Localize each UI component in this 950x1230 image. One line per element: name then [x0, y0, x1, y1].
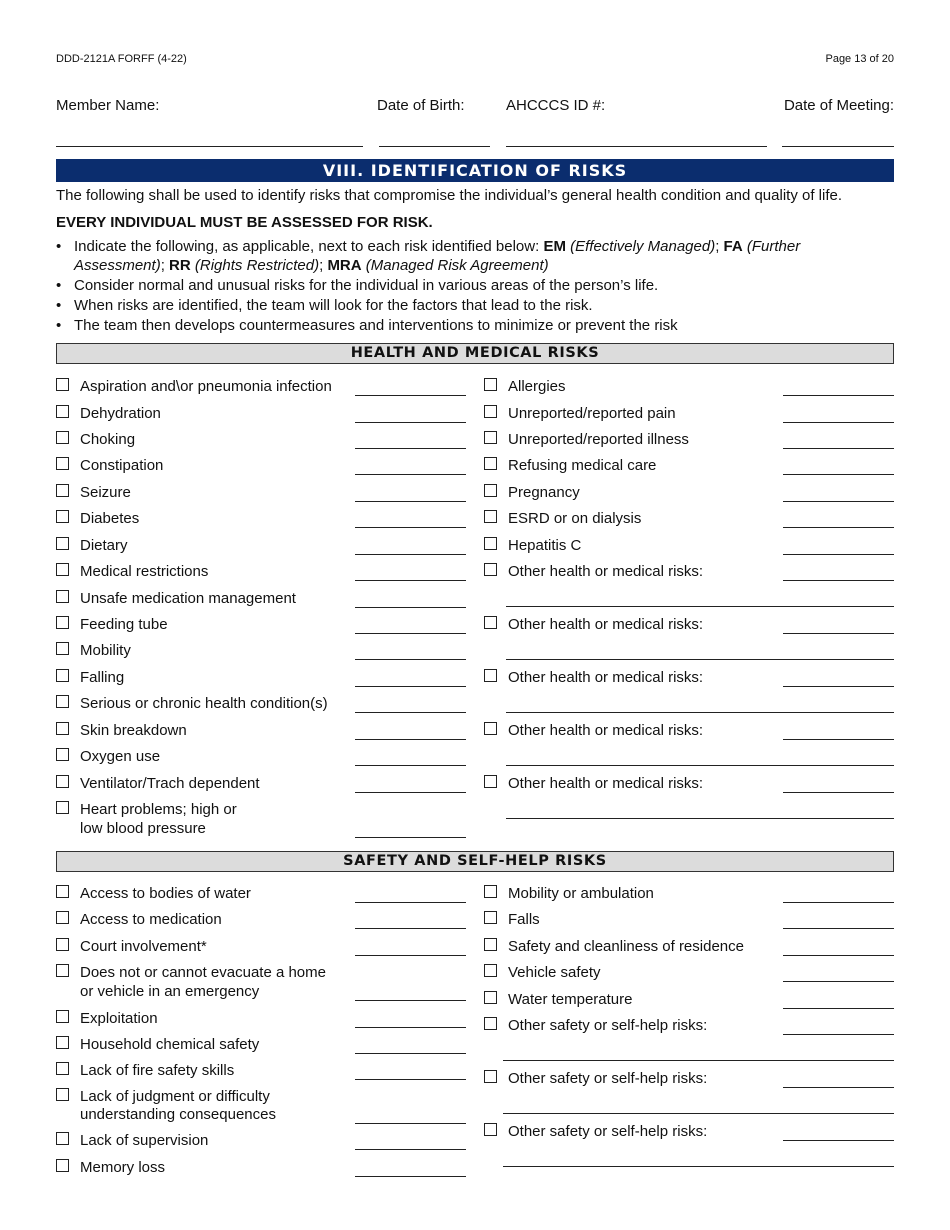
safety-other-description-line[interactable] [503, 1166, 894, 1167]
safety-left-checkbox[interactable] [56, 885, 69, 898]
health-right-status-line[interactable] [783, 448, 894, 449]
health-right-item-label: Other health or medical risks: [508, 775, 704, 792]
must-assess-heading: EVERY INDIVIDUAL MUST BE ASSESSED FOR RISK. [56, 214, 433, 231]
health-right-item-label: Other health or medical risks: [508, 722, 704, 739]
health-right-checkbox[interactable] [484, 563, 497, 576]
safety-right-checkbox[interactable] [484, 1123, 497, 1136]
safety-left-checkbox[interactable] [56, 1088, 69, 1101]
health-left-status-line[interactable] [355, 501, 466, 502]
health-left-status-line[interactable] [355, 765, 466, 766]
health-left-checkbox[interactable] [56, 431, 69, 444]
health-left-checkbox[interactable] [56, 510, 69, 523]
safety-right-status-line[interactable] [783, 902, 894, 903]
safety-right-item-label: Other safety or self-help risks: [508, 1017, 708, 1034]
section-title: VIII. IDENTIFICATION OF RISKS [56, 159, 894, 182]
health-left-item-label: Choking [80, 431, 136, 448]
health-right-item-label: Hepatitis C [508, 537, 582, 554]
health-right-item-label: Other health or medical risks: [508, 563, 704, 580]
safety-left-checkbox[interactable] [56, 1036, 69, 1049]
meeting-date-label: Date of Meeting: [783, 97, 894, 114]
health-right-checkbox[interactable] [484, 457, 497, 470]
safety-left-item-label: Lack of fire safety skills [80, 1062, 235, 1079]
health-right-checkbox[interactable] [484, 378, 497, 391]
health-left-status-line[interactable] [355, 395, 466, 396]
health-left-status-line[interactable] [355, 712, 466, 713]
form-id: DDD-2121A FORFF (4-22) [56, 53, 187, 65]
health-right-checkbox[interactable] [484, 669, 497, 682]
member-name-label: Member Name: [56, 97, 160, 114]
safety-right-status-line[interactable] [783, 1008, 894, 1009]
safety-left-checkbox[interactable] [56, 1062, 69, 1075]
health-left-item-label: Falling [80, 669, 125, 686]
health-other-description-line[interactable] [506, 659, 894, 660]
health-left-checkbox[interactable] [56, 563, 69, 576]
health-left-checkbox[interactable] [56, 457, 69, 470]
health-left-status-line[interactable] [355, 474, 466, 475]
health-other-description-line[interactable] [506, 712, 894, 713]
safety-left-status-line[interactable] [355, 1123, 466, 1124]
health-right-checkbox[interactable] [484, 722, 497, 735]
safety-right-item-label: Other safety or self-help risks: [508, 1070, 708, 1087]
safety-right-checkbox[interactable] [484, 911, 497, 924]
safety-right-item-label: Falls [508, 911, 540, 928]
meeting-date-field[interactable] [782, 146, 894, 147]
health-right-item-label: Unreported/reported illness [508, 431, 689, 448]
instruction-item: • Consider normal and unusual risks for the individual in various areas of the person’s life. [56, 276, 894, 295]
safety-left-item-label: or vehicle in an emergency [80, 983, 260, 1000]
safety-left-status-line[interactable] [355, 955, 466, 956]
health-right-status-line[interactable] [783, 527, 894, 528]
health-left-checkbox[interactable] [56, 801, 69, 814]
health-left-item-label: Oxygen use [80, 748, 161, 765]
health-right-item-label: Allergies [508, 378, 566, 395]
safety-left-checkbox[interactable] [56, 938, 69, 951]
health-left-item-label: Seizure [80, 484, 131, 501]
health-left-item-label: Diabetes [80, 510, 140, 527]
health-right-status-line[interactable] [783, 686, 894, 687]
health-right-item-label: Refusing medical care [508, 457, 657, 474]
instruction-item: • The team then develops countermeasures and interventions to minimize or prevent the risk [56, 316, 894, 335]
health-right-status-line[interactable] [783, 739, 894, 740]
health-left-checkbox[interactable] [56, 722, 69, 735]
safety-left-status-line[interactable] [355, 1149, 466, 1150]
health-left-checkbox[interactable] [56, 378, 69, 391]
health-left-status-line[interactable] [355, 422, 466, 423]
safety-right-item-label: Water temperature [508, 991, 633, 1008]
safety-right-item-label: Mobility or ambulation [508, 885, 654, 902]
health-left-item-label: low blood pressure [80, 820, 206, 837]
safety-left-item-label: Does not or cannot evacuate a home [80, 964, 326, 981]
safety-right-checkbox[interactable] [484, 1017, 497, 1030]
health-right-status-line[interactable] [783, 792, 894, 793]
safety-left-item-label: Lack of supervision [80, 1132, 209, 1149]
health-left-item-label: Aspiration and\or pneumonia infection [80, 378, 332, 395]
safety-other-description-line[interactable] [503, 1060, 894, 1061]
safety-left-item-label: Memory loss [80, 1159, 166, 1176]
health-right-checkbox[interactable] [484, 431, 497, 444]
health-right-checkbox[interactable] [484, 405, 497, 418]
health-right-checkbox[interactable] [484, 775, 497, 788]
health-left-item-label: Serious or chronic health condition(s) [80, 695, 328, 712]
health-left-item-label: Mobility [80, 642, 131, 659]
health-left-item-label: Feeding tube [80, 616, 168, 633]
health-left-checkbox[interactable] [56, 590, 69, 603]
instruction-list [56, 237, 894, 336]
instruction-item: • When risks are identified, the team will look for the factors that lead to the risk. [56, 296, 894, 315]
health-right-status-line[interactable] [783, 580, 894, 581]
safety-left-checkbox[interactable] [56, 911, 69, 924]
page-number: Page 13 of 20 [825, 53, 894, 65]
dob-label: Date of Birth: [377, 97, 465, 114]
health-left-item-label: Constipation [80, 457, 164, 474]
instruction-item: • Indicate the following, as applicable, next to each risk identified below: EM (Effectively Managed); FA (Further Assessment); RR (Rights Restricted); MRA (Managed Risk Agreement) [56, 237, 894, 275]
health-left-checkbox[interactable] [56, 775, 69, 788]
safety-left-status-line[interactable] [355, 1176, 466, 1177]
safety-right-checkbox[interactable] [484, 885, 497, 898]
health-left-status-line[interactable] [355, 659, 466, 660]
safety-right-checkbox[interactable] [484, 1070, 497, 1083]
safety-right-checkbox[interactable] [484, 991, 497, 1004]
safety-right-checkbox[interactable] [484, 938, 497, 951]
health-other-description-line[interactable] [506, 606, 894, 607]
health-left-item-label: Medical restrictions [80, 563, 209, 580]
health-right-status-line[interactable] [783, 501, 894, 502]
health-left-status-line[interactable] [355, 633, 466, 634]
safety-left-status-line[interactable] [355, 1053, 466, 1054]
health-left-checkbox[interactable] [56, 616, 69, 629]
safety-left-item-label: understanding consequences [80, 1106, 276, 1123]
health-left-checkbox[interactable] [56, 695, 69, 708]
health-left-checkbox[interactable] [56, 484, 69, 497]
health-left-status-line[interactable] [355, 607, 466, 608]
safety-right-status-line[interactable] [783, 928, 894, 929]
health-right-status-line[interactable] [783, 395, 894, 396]
health-right-checkbox[interactable] [484, 484, 497, 497]
safety-left-item-label: Lack of judgment or difficulty [80, 1088, 270, 1105]
safety-right-item-label: Other safety or self-help risks: [508, 1123, 708, 1140]
safety-left-status-line[interactable] [355, 1027, 466, 1028]
health-right-status-line[interactable] [783, 554, 894, 555]
health-left-item-label: Ventilator/Trach dependent [80, 775, 260, 792]
safety-right-status-line[interactable] [783, 1140, 894, 1141]
health-right-item-label: ESRD or on dialysis [508, 510, 642, 527]
safety-left-item-label: Household chemical safety [80, 1036, 260, 1053]
health-left-status-line[interactable] [355, 527, 466, 528]
intro-text: The following shall be used to identify risks that compromise the individual’s general health condition and quality of life. [56, 187, 843, 204]
health-right-item-label: Unreported/reported pain [508, 405, 676, 422]
safety-left-item-label: Access to medication [80, 911, 222, 928]
safety-left-checkbox[interactable] [56, 1159, 69, 1172]
health-other-description-line[interactable] [506, 818, 894, 819]
safety-left-item-label: Exploitation [80, 1010, 158, 1027]
safety-right-checkbox[interactable] [484, 964, 497, 977]
health-left-checkbox[interactable] [56, 405, 69, 418]
health-right-status-line[interactable] [783, 474, 894, 475]
health-right-item-label: Pregnancy [508, 484, 580, 501]
safety-right-status-line[interactable] [783, 955, 894, 956]
health-left-status-line[interactable] [355, 448, 466, 449]
health-left-checkbox[interactable] [56, 537, 69, 550]
health-left-status-line[interactable] [355, 686, 466, 687]
health-section-header: HEALTH AND MEDICAL RISKS [56, 343, 894, 364]
health-left-item-label: Dehydration [80, 405, 161, 422]
safety-left-status-line[interactable] [355, 1000, 466, 1001]
health-right-checkbox[interactable] [484, 510, 497, 523]
member-name-field[interactable] [56, 146, 363, 147]
safety-section-header: SAFETY AND SELF-HELP RISKS [56, 851, 894, 872]
health-right-checkbox[interactable] [484, 616, 497, 629]
safety-left-item-label: Court involvement* [80, 938, 207, 955]
safety-right-status-line[interactable] [783, 1034, 894, 1035]
safety-right-status-line[interactable] [783, 1087, 894, 1088]
health-left-item-label: Skin breakdown [80, 722, 187, 739]
health-other-description-line[interactable] [506, 765, 894, 766]
safety-left-status-line[interactable] [355, 1079, 466, 1080]
safety-left-checkbox[interactable] [56, 964, 69, 977]
health-left-checkbox[interactable] [56, 669, 69, 682]
health-left-status-line[interactable] [355, 554, 466, 555]
health-right-item-label: Other health or medical risks: [508, 616, 704, 633]
safety-right-item-label: Vehicle safety [508, 964, 601, 981]
health-right-item-label: Other health or medical risks: [508, 669, 704, 686]
health-right-status-line[interactable] [783, 633, 894, 634]
health-left-status-line[interactable] [355, 580, 466, 581]
safety-other-description-line[interactable] [503, 1113, 894, 1114]
safety-left-status-line[interactable] [355, 928, 466, 929]
safety-left-status-line[interactable] [355, 902, 466, 903]
health-left-checkbox[interactable] [56, 642, 69, 655]
safety-left-item-label: Access to bodies of water [80, 885, 251, 902]
safety-right-item-label: Safety and cleanliness of residence [508, 938, 744, 955]
health-right-checkbox[interactable] [484, 537, 497, 550]
health-left-checkbox[interactable] [56, 748, 69, 761]
ahcccs-id-label: AHCCCS ID #: [506, 97, 606, 114]
health-left-status-line[interactable] [355, 739, 466, 740]
health-left-item-label: Dietary [80, 537, 128, 554]
health-left-status-line[interactable] [355, 837, 466, 838]
safety-right-status-line[interactable] [783, 981, 894, 982]
safety-left-checkbox[interactable] [56, 1132, 69, 1145]
safety-left-checkbox[interactable] [56, 1010, 69, 1023]
health-left-item-label: Unsafe medication management [80, 590, 296, 607]
ahcccs-id-field[interactable] [506, 146, 767, 147]
dob-field[interactable] [379, 146, 490, 147]
health-right-status-line[interactable] [783, 422, 894, 423]
health-left-status-line[interactable] [355, 792, 466, 793]
health-left-item-label: Heart problems; high or [80, 801, 237, 818]
